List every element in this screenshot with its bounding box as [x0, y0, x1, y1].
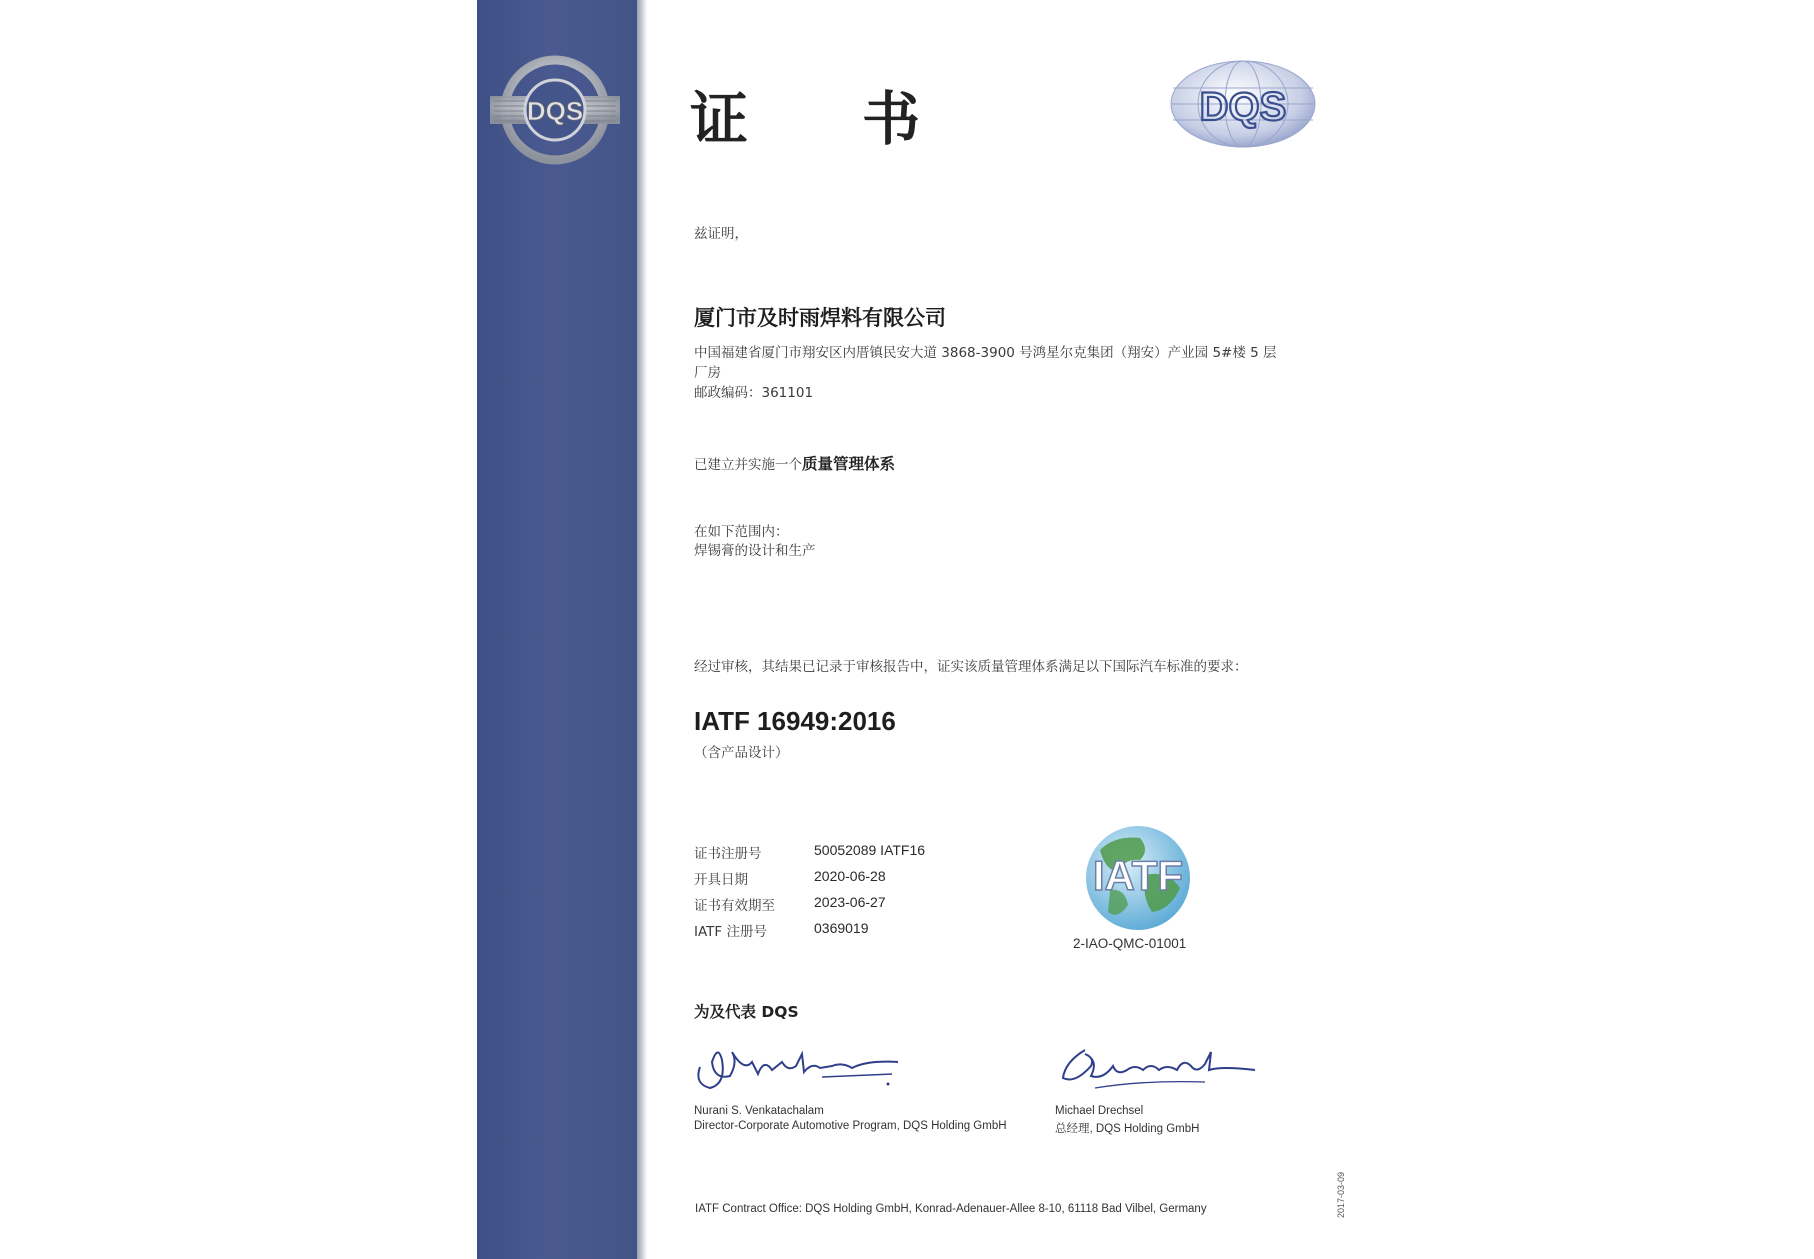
- signature-1: [692, 1032, 912, 1102]
- footer-contract-office: IATF Contract Office: DQS Holding GmbH, Konrad-Adenauer-Allee 8-10, 61118 Bad Vilbel, Germany: [695, 1203, 1207, 1215]
- standard-note: （含产品设计）: [694, 745, 789, 761]
- signer-2-title: 总经理, DQS Holding GmbH: [1055, 1123, 1200, 1135]
- system-statement: [694, 452, 895, 474]
- intro-text: 兹证明，: [694, 226, 748, 242]
- svg-text:IATF: IATF: [1092, 852, 1184, 899]
- signer-2-name: Michael Drechsel: [1055, 1105, 1144, 1117]
- audit-statement: 经过审核，其结果已记录于审核报告中，证实该质量管理体系满足以下国际汽车标准的要求：: [694, 659, 1248, 675]
- on-behalf-label: 为及代表 DQS: [694, 1003, 799, 1021]
- left-decorative-band: [477, 0, 637, 1259]
- postal-code: 邮政编码：361101: [694, 385, 814, 401]
- detail-label: 开具日期: [694, 872, 748, 888]
- standard-name: IATF 16949:2016: [694, 706, 896, 736]
- address-line-1: 中国福建省厦门市翔安区内厝镇民安大道 3868-3900 号鸿星尔克集团（翔安）产业园 5#楼 5 层: [694, 345, 1277, 361]
- svg-text:DQS: DQS: [1199, 85, 1287, 129]
- scope-label: 在如下范围内：: [694, 524, 789, 540]
- address-line-2: 厂房: [694, 365, 721, 381]
- dqs-seal-logo: [490, 54, 620, 166]
- svg-text:DQS: DQS: [526, 96, 584, 126]
- signer-1-name: Nurani S. Venkatachalam: [694, 1105, 824, 1117]
- detail-label: IATF 注册号: [694, 924, 767, 940]
- detail-value: 50052089 IATF16: [814, 842, 926, 858]
- detail-value: 2020-06-28: [814, 868, 886, 884]
- detail-label: 证书注册号: [694, 846, 762, 862]
- form-date: 2017-03-09: [1336, 1171, 1346, 1218]
- band-silver-edge: [637, 0, 647, 1259]
- system-prefix: 已建立并实施一个: [694, 457, 802, 473]
- signature-2: [1055, 1040, 1275, 1100]
- certificate-title-char-2: 书: [862, 85, 921, 153]
- iatf-office-code: 2-IAO-QMC-01001: [1073, 936, 1187, 951]
- certificate-title-char-1: 证: [690, 85, 749, 153]
- iatf-globe-logo: [1070, 820, 1205, 940]
- system-name: 质量管理体系: [802, 455, 896, 473]
- detail-label: 证书有效期至: [694, 898, 775, 914]
- detail-value: 0369019: [814, 920, 869, 936]
- dqs-globe-logo: [1168, 58, 1318, 150]
- signer-1-title: Director-Corporate Automotive Program, DQS Holding GmbH: [694, 1120, 1007, 1132]
- company-name: 厦门市及时雨焊料有限公司: [694, 306, 946, 330]
- detail-value: 2023-06-27: [814, 894, 886, 910]
- scope-value: 焊锡膏的设计和生产: [694, 543, 816, 559]
